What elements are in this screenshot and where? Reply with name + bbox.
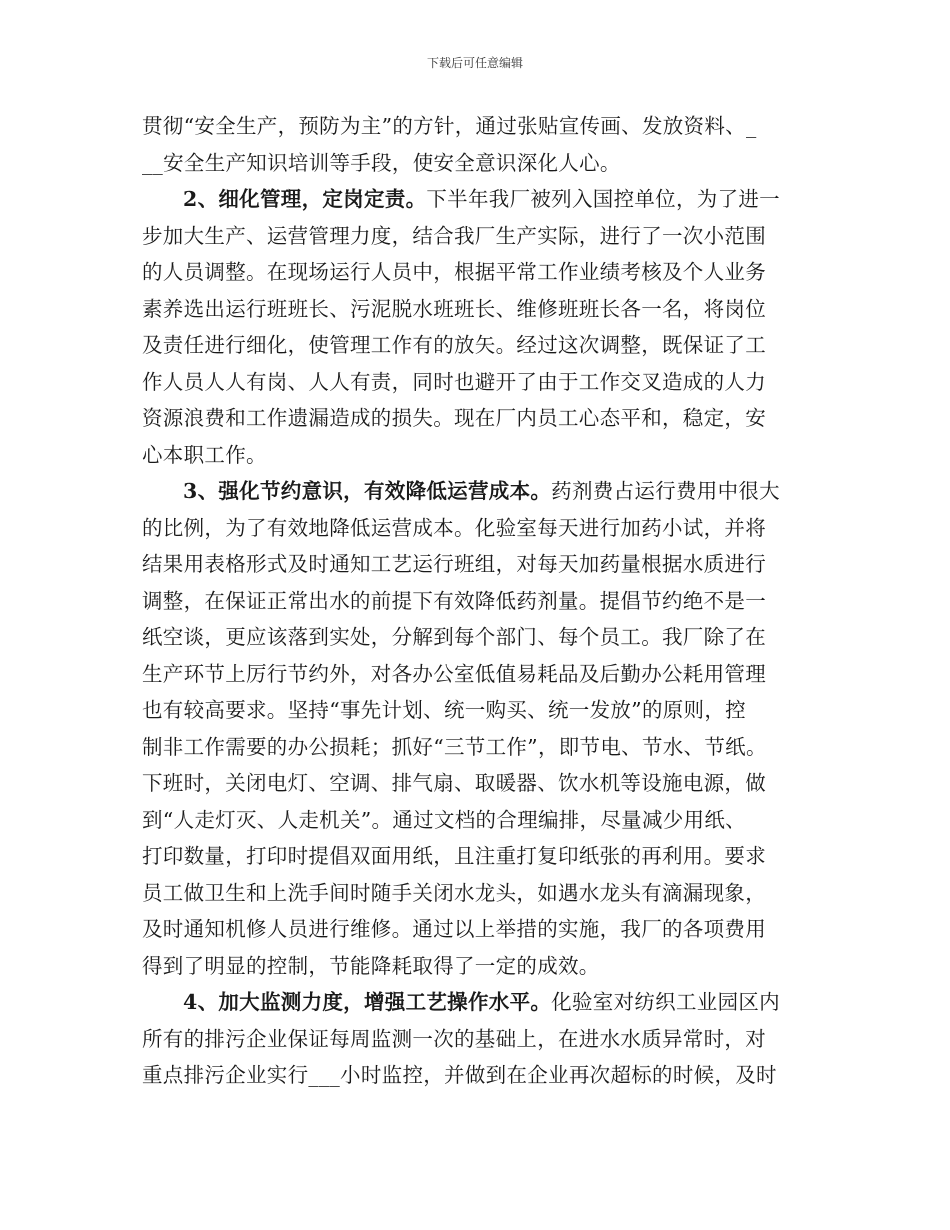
paragraph-4-first-line xyxy=(142,984,808,1021)
text-line: 员工做卫生和上洗手间时随手关闭水龙头，如遇水龙头有滴漏现象， xyxy=(142,880,766,905)
text-line: 及责任进行细化，使管理工作有的放矢。经过这次调整，既保证了工 xyxy=(142,333,766,357)
paragraph-3-first-line xyxy=(142,473,808,510)
paragraph-2-first-line xyxy=(142,181,808,218)
section-heading: 2、细化管理，定岗定责。 xyxy=(183,187,427,211)
text-line: 调整，在保证正常出水的前提下有效降低药剂量。提倡节约绝不是一 xyxy=(142,588,766,613)
text-line: 资源浪费和工作遗漏造成的损失。现在厂内员工心态平和，稳定，安 xyxy=(142,406,766,430)
text-line: __安全生产知识培训等手段，使安全意识深化人心。 xyxy=(142,150,621,175)
text-line: 重点排污企业实行___小时监控，并做到在企业再次超标的时候，及时 xyxy=(142,1063,777,1087)
text-line: 心本职工作。 xyxy=(142,442,267,467)
section-heading: 4、加大监测力度，增强工艺操作水平。 xyxy=(183,990,552,1014)
text-line: 的比例，为了有效地降低运营成本。化验室每天进行加药小试，并将 xyxy=(142,515,766,540)
text-span: 化验室对纺织工业园区内 xyxy=(551,990,780,1014)
text-line: 作人员人人有岗、人人有责，同时也避开了由于工作交叉造成的人力 xyxy=(142,369,766,394)
text-line: 贯彻“安全生产，预防为主”的方针，通过张贴宣传画、发放资料、_ xyxy=(142,114,757,138)
text-line: 结果用表格形式及时通知工艺运行班组，对每天加药量根据水质进行 xyxy=(142,552,766,576)
text-line: 步加大生产、运营管理力度，结合我厂生产实际，进行了一次小范围 xyxy=(142,223,766,248)
page-header: 下载后可任意编辑 xyxy=(426,56,523,70)
text-line: 及时通知机修人员进行维修。通过以上举措的实施，我厂的各项费用 xyxy=(142,917,766,941)
text-line: 打印数量，打印时提倡双面用纸，且注重打复印纸张的再利用。要求 xyxy=(142,844,766,868)
text-line: 到“人走灯灭、人走机关”。通过文档的合理编排，尽量减少用纸、 xyxy=(142,807,746,832)
text-line: 的人员调整。在现场运行人员中，根据平常工作业绩考核及个人业务 xyxy=(142,260,766,284)
text-line: 也有较高要求。坚持“事先计划、统一购买、统一发放”的原则，控 xyxy=(142,698,746,722)
text-line: 得到了明显的控制，节能降耗取得了一定的成效。 xyxy=(142,953,600,978)
text-line: 素养选出运行班班长、污泥脱水班班长、维修班班长各一名，将岗位 xyxy=(142,296,766,321)
text-line: 制非工作需要的办公损耗；抓好“三节工作”，即节电、节水、节纸。 xyxy=(142,734,767,759)
text-line: 下班时，关闭电灯、空调、排气扇、取暖器、饮水机等设施电源，做 xyxy=(142,771,766,795)
text-line: 纸空谈，更应该落到实处，分解到每个部门、每个员工。我厂除了在 xyxy=(142,625,766,649)
text-line: 所有的排污企业保证每周监测一次的基础上，在进水水质异常时，对 xyxy=(142,1026,766,1051)
section-heading: 3、强化节约意识，有效降低运营成本。 xyxy=(183,479,552,503)
document-body xyxy=(142,108,808,1094)
text-span: 药剂费占运行费用中很大 xyxy=(551,479,780,503)
text-span: 下半年我厂被列入国控单位，为了进一 xyxy=(426,187,780,211)
text-line: 生产环节上厉行节约外，对各办公室低值易耗品及后勤办公耗用管理 xyxy=(142,661,766,686)
